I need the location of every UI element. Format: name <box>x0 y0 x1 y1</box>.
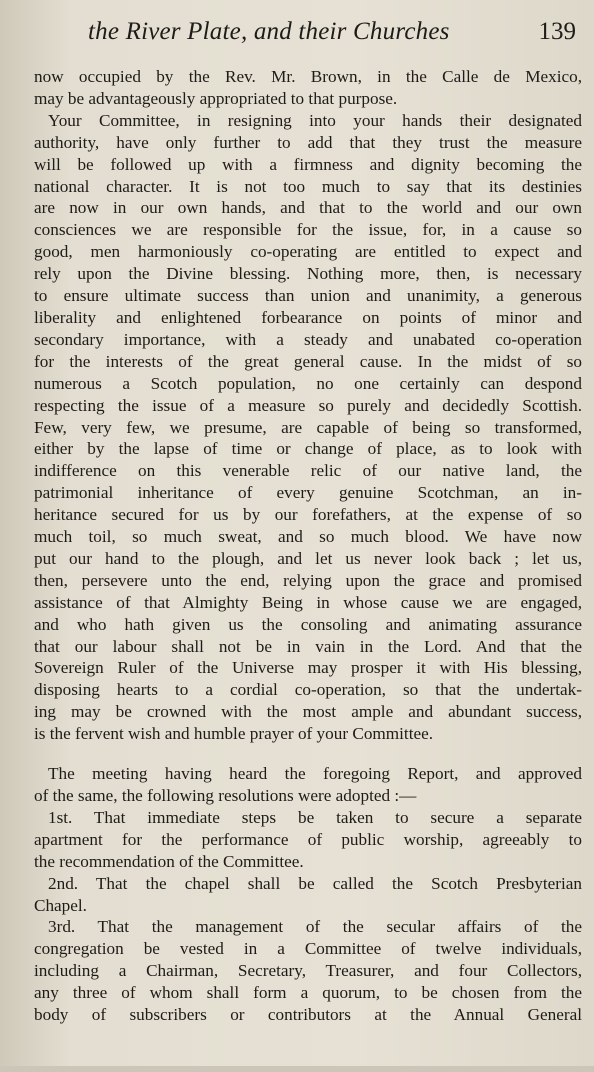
text-line: congregation be vested in a Committee of twelve individuals, <box>34 939 582 959</box>
text-line: heritance secured for us by our forefathers, at the expense of so <box>34 505 582 525</box>
text-line: will be followed up with a firmness and dignity becoming the <box>34 154 582 174</box>
text-line: either by the lapse of time or change of place, as to look with <box>34 439 582 459</box>
text-line: assistance of that Almighty Being in whose cause we are engaged, <box>34 592 582 612</box>
text-line: including a Chairman, Secretary, Treasurer, and four Collectors, <box>34 961 582 981</box>
text-line: of the same, the following resolutions were adopted :— <box>34 786 417 805</box>
text-line: respecting the issue of a measure so purely and decidedly Scottish. <box>34 395 582 415</box>
text-line: rely upon the Divine blessing. Nothing more, then, is necessary <box>34 264 582 284</box>
text-line: good, men harmoniously co-operating are entitled to expect and <box>34 242 582 262</box>
text-line: put our hand to the plough, and let us never look back ; let us, <box>34 548 582 568</box>
text-line: ing may be crowned with the most ample and abundant success, <box>34 702 582 722</box>
text-line: numerous a Scotch population, no one certainly can despond <box>34 373 582 393</box>
text-line: 3rd. That the management of the secular affairs of the <box>48 917 582 937</box>
text-line: apartment for the performance of public worship, agreeably to <box>34 829 582 849</box>
text-line: liberality and enlightened forbearance on points of minor and <box>34 307 582 327</box>
text-line: authority, have only further to add that they trust the measure <box>34 132 582 152</box>
text-line: Your Committee, in resigning into your hands their designated <box>48 110 582 130</box>
text-line: is the fervent wish and humble prayer of your Committee. <box>34 724 434 744</box>
text-line: that our labour shall not be in vain in the Lord. And that the <box>34 636 582 656</box>
body-text <box>34 66 582 1026</box>
text-line: The meeting having heard the foregoing Report, and approved <box>48 764 582 784</box>
text-line: the recommendation of the Committee. <box>34 851 304 871</box>
text-line: may be advantageously appropriated to that purpose. <box>34 88 398 108</box>
running-head <box>88 18 576 50</box>
text-line: 2nd. That the chapel shall be called the Scotch Presbyterian <box>48 873 582 893</box>
text-line: Few, very few, we presume, are capable of being so transformed, <box>34 417 582 437</box>
text-line: disposing hearts to a cordial co-operation, so that the undertak- <box>34 680 582 700</box>
text-line: body of subscribers or contributors at the Annual General <box>34 1005 582 1025</box>
text-line: now occupied by the Rev. Mr. Brown, in the Calle de Mexico, <box>34 67 582 86</box>
text-line: to ensure ultimate success than union and unanimity, a generous <box>34 286 582 306</box>
text-line: for the interests of the great general cause. In the midst of so <box>34 351 582 371</box>
text-line: 1st. That immediate steps be taken to secure a separate <box>48 807 582 827</box>
text-line: indifference on this venerable relic of our native land, the <box>34 461 582 481</box>
text-line: national character. It is not too much to say that its destinies <box>34 176 582 196</box>
text-line: and who hath given us the consoling and animating assurance <box>34 614 582 634</box>
resolutions-section <box>34 763 582 1026</box>
text-line: Chapel. <box>34 895 87 915</box>
paragraph-gap <box>34 745 582 763</box>
running-title: the River Plate, and their Churches <box>88 18 450 45</box>
text-line: are now in our own hands, and that to the world and our own <box>34 198 582 218</box>
text-line: consciences we are responsible for the issue, for, in a cause so <box>34 220 582 240</box>
page-bottom-edge <box>0 1066 594 1072</box>
text-line: patrimonial inheritance of every genuine Scotchman, an in- <box>34 483 582 503</box>
page-number: 139 <box>538 18 576 45</box>
text-line: any three of whom shall form a quorum, to be chosen from the <box>34 983 582 1003</box>
report-paragraph <box>34 66 582 745</box>
text-line: then, persevere unto the end, relying upon the grace and promised <box>34 570 582 590</box>
text-line: much toil, so much sweat, and so much blood. We have now <box>34 527 582 547</box>
text-line: secondary importance, with a steady and unabated co-operation <box>34 329 582 349</box>
text-line: Sovereign Ruler of the Universe may prosper it with His blessing, <box>34 658 582 678</box>
